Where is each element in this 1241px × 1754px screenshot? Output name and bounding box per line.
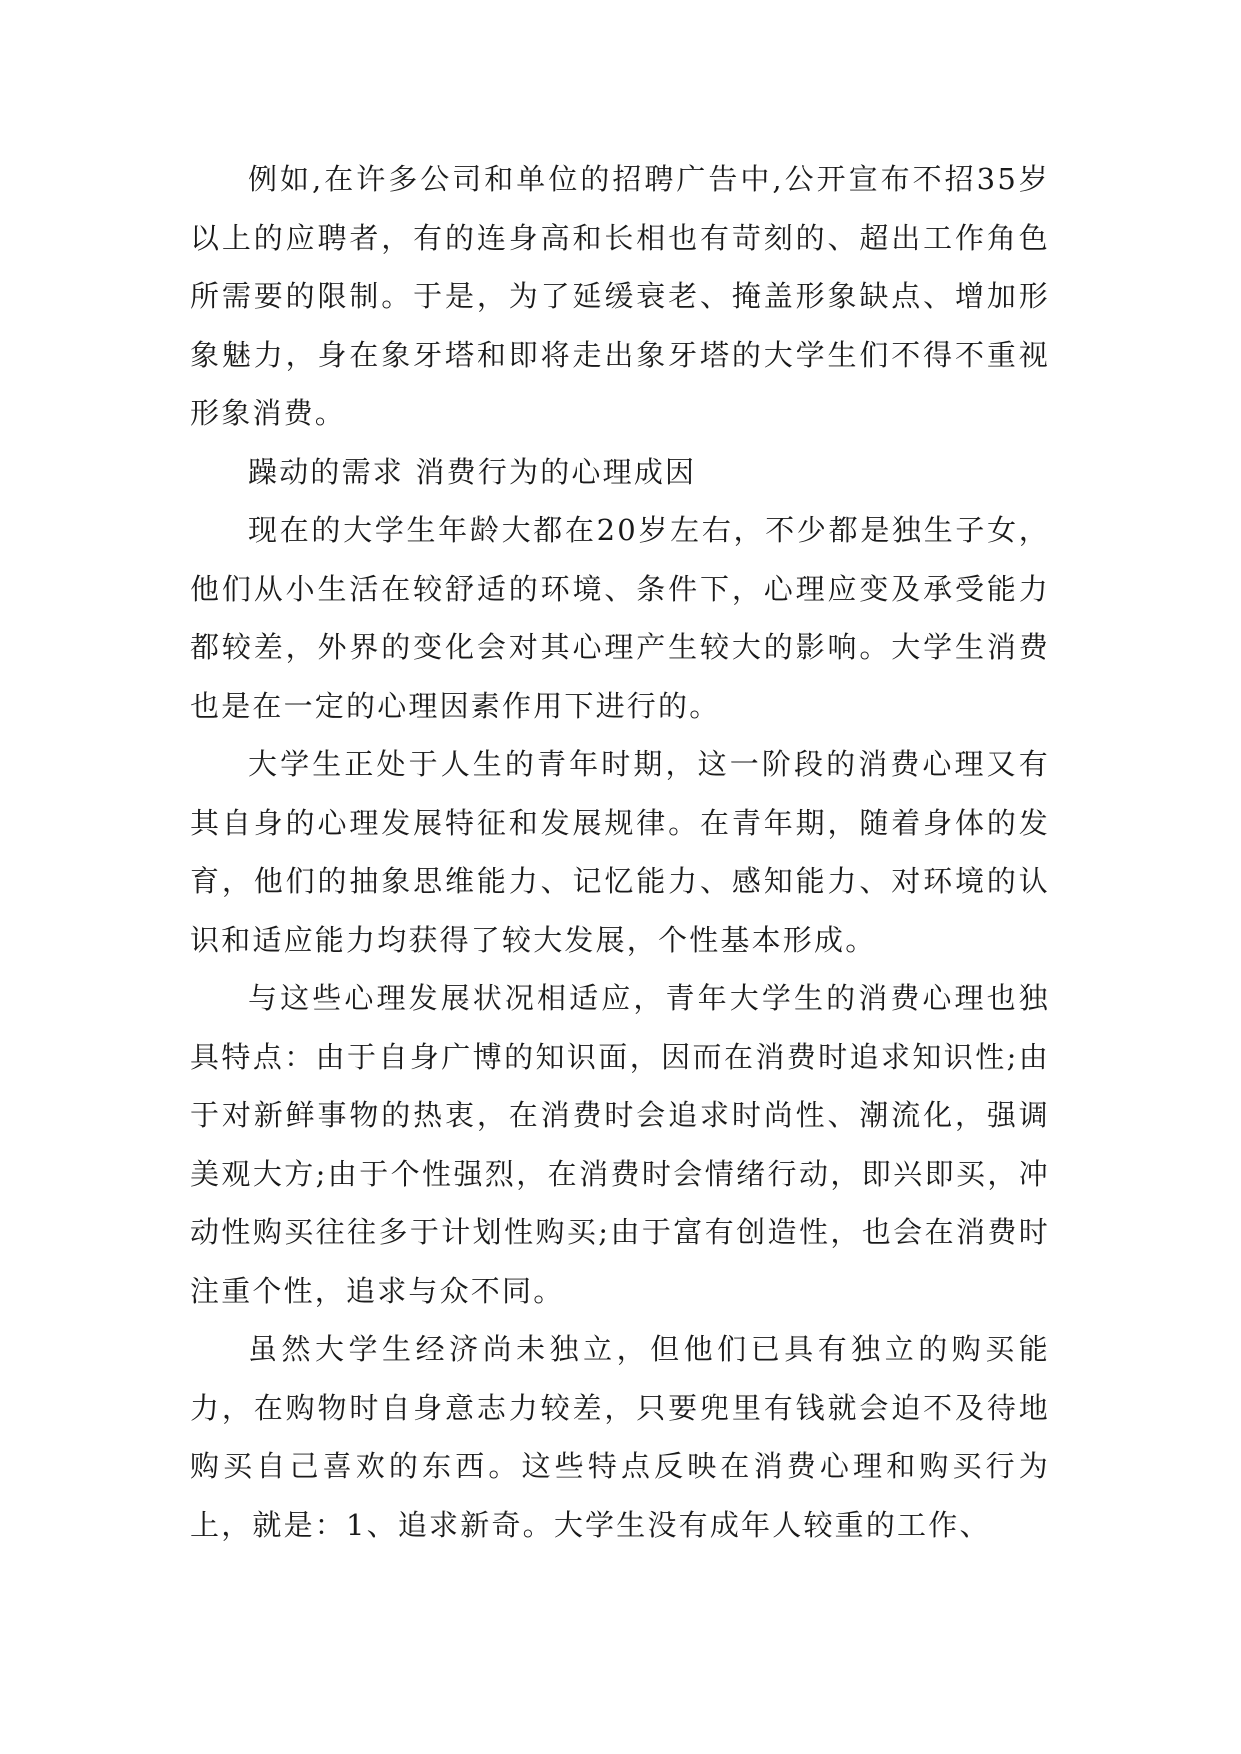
paragraph-1: 例如,在许多公司和单位的招聘广告中,公开宣布不招35岁以上的应聘者，有的连身高和长相也有苛刻的、超出工作角色所需要的限制。于是，为了延缓衰老、掩盖形象缺点、增加形象魅力，身在象牙塔和即将走出象牙塔的大学生们不得不重视形象消费。 (190, 162, 1050, 430)
document-body (190, 150, 1050, 1554)
paragraph-5: 虽然大学生经济尚未独立，但他们已具有独立的购买能力，在购物时自身意志力较差，只要兜里有钱就会迫不及待地购买自己喜欢的东西。这些特点反映在消费心理和购买行为上，就是：1、追求新奇。大学生没有成年人较重的工作、 (190, 1332, 1050, 1542)
paragraph-3: 大学生正处于人生的青年时期，这一阶段的消费心理又有其自身的心理发展特征和发展规律。在青年期，随着身体的发育，他们的抽象思维能力、记忆能力、感知能力、对环境的认识和适应能力均获得了较大发展，个性基本形成。 (190, 747, 1050, 957)
paragraph-4: 与这些心理发展状况相适应，青年大学生的消费心理也独具特点：由于自身广博的知识面，因而在消费时追求知识性;由于对新鲜事物的热衷，在消费时会追求时尚性、潮流化，强调美观大方;由于个性强烈，在消费时会情绪行动，即兴即买，冲动性购买往往多于计划性购买;由于富有创造性，也会在消费时注重个性，追求与众不同。 (190, 981, 1050, 1308)
paragraph-2: 现在的大学生年龄大都在20岁左右，不少都是独生子女，他们从小生活在较舒适的环境、条件下，心理应变及承受能力都较差，外界的变化会对其心理产生较大的影响。大学生消费也是在一定的心理因素作用下进行的。 (190, 513, 1050, 723)
section-heading: 躁动的需求 消费行为的心理成因 (248, 454, 697, 489)
